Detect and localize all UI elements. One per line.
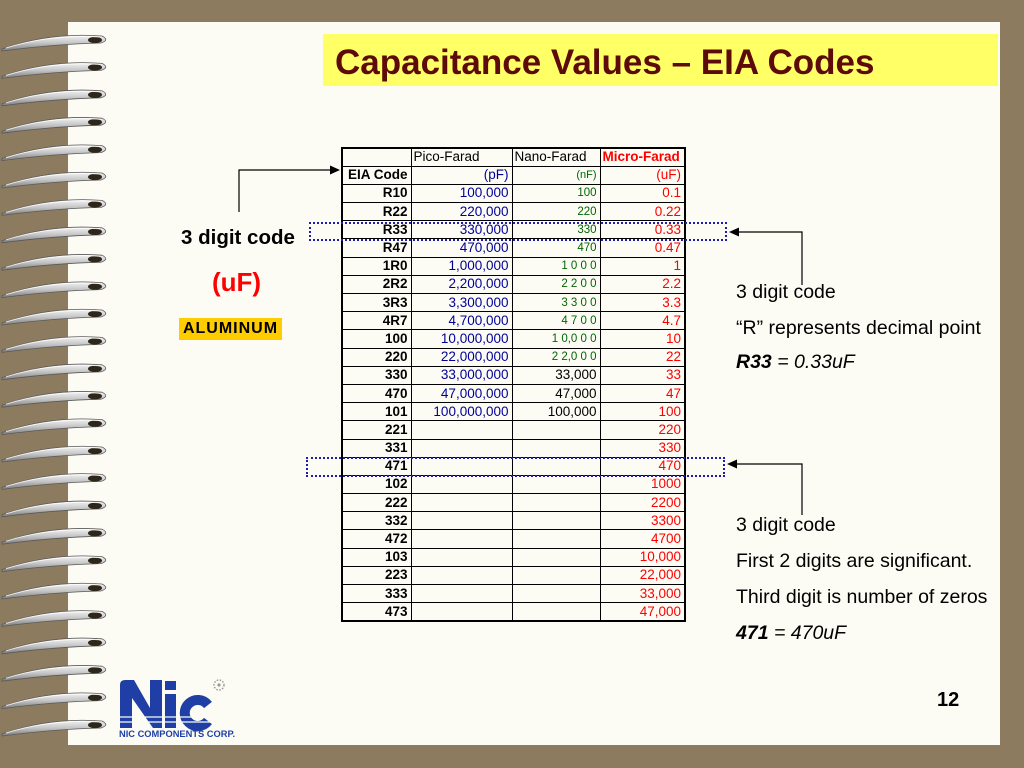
decimal-note-line2: “R” represents decimal point [736, 317, 981, 339]
uf-cell: 4.7 [600, 312, 685, 330]
spiral-ring [2, 693, 106, 709]
table-row [342, 239, 685, 257]
table-row [342, 585, 685, 603]
nf-cell [512, 512, 600, 530]
pf-cell: 220,000 [411, 203, 512, 221]
nf-cell [512, 421, 600, 439]
eia-code-cell: 222 [342, 494, 411, 512]
binding-hole [88, 393, 102, 399]
table-row [342, 530, 685, 548]
binding-hole [88, 557, 102, 563]
aluminum-badge-text: ALUMINUM [182, 320, 279, 337]
page-number: 12 [937, 689, 960, 711]
spiral-ring [2, 528, 106, 544]
decimal-example-code: R33 [736, 351, 772, 373]
uf-cell: 0.47 [600, 239, 685, 257]
eia-code-cell: 330 [342, 366, 411, 384]
logo-letter-i [165, 694, 176, 728]
table-row [342, 257, 685, 275]
header-nf-unit: (nF) [512, 166, 600, 184]
pf-cell: 47,000,000 [411, 384, 512, 402]
nf-cell: 220 [512, 203, 600, 221]
uf-cell: 2200 [600, 494, 685, 512]
uf-cell: 0.33 [600, 221, 685, 239]
pf-cell [411, 494, 512, 512]
spiral-ring [2, 391, 106, 407]
spiral-ring [2, 583, 106, 599]
pf-cell: 22,000,000 [411, 348, 512, 366]
table-row [342, 548, 685, 566]
uf-cell: 22 [600, 348, 685, 366]
table-row [342, 603, 685, 621]
capacitance-table-body [342, 148, 685, 621]
nic-logo [118, 676, 228, 732]
binding-hole [88, 722, 102, 728]
uf-cell: 47,000 [600, 603, 685, 621]
eia-code-cell: 473 [342, 603, 411, 621]
uf-cell: 330 [600, 439, 685, 457]
table-row [342, 384, 685, 402]
table-header-titles [342, 148, 685, 166]
pf-cell [411, 566, 512, 584]
spiral-binding [0, 0, 115, 768]
uf-cell: 33,000 [600, 585, 685, 603]
eia-code-cell: 4R7 [342, 312, 411, 330]
uf-cell: 100 [600, 403, 685, 421]
binding-hole [88, 667, 102, 673]
table-row [342, 203, 685, 221]
eia-code-cell: 3R3 [342, 294, 411, 312]
binding-hole [88, 366, 102, 372]
eia-code-cell: 101 [342, 403, 411, 421]
eia-code-cell: R47 [342, 239, 411, 257]
eia-code-cell: 103 [342, 548, 411, 566]
pf-cell: 3,300,000 [411, 294, 512, 312]
nf-cell: 330 [512, 221, 600, 239]
decimal-example-value: = 0.33uF [771, 351, 855, 373]
pf-cell [411, 439, 512, 457]
eia-code-cell: 221 [342, 421, 411, 439]
table-row [342, 566, 685, 584]
binding-hole [88, 283, 102, 289]
header-empty-cell [342, 148, 411, 166]
spiral-ring [2, 309, 106, 325]
pf-cell: 10,000,000 [411, 330, 512, 348]
uf-cell: 470 [600, 457, 685, 475]
zeros-example-code: 471 [736, 622, 769, 644]
nf-cell: 470 [512, 239, 600, 257]
pf-cell: 100,000 [411, 184, 512, 202]
uf-cell: 0.22 [600, 203, 685, 221]
uf-cell: 47 [600, 384, 685, 402]
header-pico-farad: Pico-Farad [411, 148, 512, 166]
nf-cell [512, 585, 600, 603]
binding-hole [88, 640, 102, 646]
left-code-label: 3 digit code [181, 226, 295, 249]
eia-code-cell: R10 [342, 184, 411, 202]
left-unit-label: (uF) [212, 267, 262, 297]
table-row [342, 403, 685, 421]
spiral-ring [2, 501, 106, 517]
pf-cell: 2,200,000 [411, 275, 512, 293]
spiral-ring [2, 227, 106, 243]
nf-cell [512, 475, 600, 493]
spiral-ring [2, 556, 106, 572]
spiral-ring [2, 419, 106, 435]
table-row [342, 348, 685, 366]
table-row [342, 184, 685, 202]
pf-cell: 4,700,000 [411, 312, 512, 330]
uf-cell: 10 [600, 330, 685, 348]
logo-letter-n [120, 680, 162, 728]
eia-code-cell: 470 [342, 384, 411, 402]
spiral-ring [2, 720, 106, 736]
spiral-ring [2, 638, 106, 654]
pf-cell: 1,000,000 [411, 257, 512, 275]
capacitance-table [341, 147, 686, 622]
eia-code-cell: 102 [342, 475, 411, 493]
binding-hole [88, 448, 102, 454]
aluminum-badge [179, 318, 282, 340]
uf-cell: 33 [600, 366, 685, 384]
pf-cell [411, 548, 512, 566]
binding-hole [88, 311, 102, 317]
binding-hole [88, 612, 102, 618]
spiral-ring [2, 446, 106, 462]
eia-code-cell: 2R2 [342, 275, 411, 293]
nf-cell [512, 566, 600, 584]
binding-hole [88, 201, 102, 207]
eia-code-cell: 100 [342, 330, 411, 348]
pf-cell [411, 530, 512, 548]
eia-code-cell: 220 [342, 348, 411, 366]
binding-hole [88, 119, 102, 125]
eia-code-cell: 333 [342, 585, 411, 603]
eia-code-cell: 331 [342, 439, 411, 457]
uf-cell: 1000 [600, 475, 685, 493]
uf-cell: 1 [600, 257, 685, 275]
pf-cell: 470,000 [411, 239, 512, 257]
binding-hole [88, 64, 102, 70]
zeros-note-line2: First 2 digits are significant. [736, 550, 973, 572]
zeros-example-value: = 470uF [768, 622, 847, 644]
binding-hole [88, 420, 102, 426]
binding-hole [88, 174, 102, 180]
zeros-note-line3: Third digit is number of zeros [736, 586, 988, 608]
eia-code-cell: 472 [342, 530, 411, 548]
header-pf-unit: (pF) [411, 166, 512, 184]
spiral-ring [2, 474, 106, 490]
binding-hole [88, 338, 102, 344]
table-row [342, 312, 685, 330]
table-row [342, 421, 685, 439]
spiral-ring [2, 337, 106, 353]
nf-cell [512, 603, 600, 621]
nf-cell: 33,000 [512, 366, 600, 384]
table-row [342, 512, 685, 530]
table-row [342, 439, 685, 457]
nf-cell: 100 [512, 184, 600, 202]
pf-cell: 330,000 [411, 221, 512, 239]
pf-cell [411, 603, 512, 621]
table-row [342, 494, 685, 512]
table-row [342, 330, 685, 348]
eia-code-cell: 471 [342, 457, 411, 475]
eia-code-cell: R33 [342, 221, 411, 239]
binding-hole [88, 694, 102, 700]
table-header-units [342, 166, 685, 184]
spiral-ring [2, 117, 106, 133]
binding-hole [88, 229, 102, 235]
highlight-r33-row [309, 222, 727, 241]
pf-cell: 33,000,000 [411, 366, 512, 384]
pf-cell [411, 421, 512, 439]
logo-orbit-dot [217, 683, 220, 686]
decimal-note-line1: 3 digit code [736, 281, 836, 303]
uf-cell: 220 [600, 421, 685, 439]
binding-hole [88, 475, 102, 481]
nf-cell: 1 0,0 0 0 [512, 330, 600, 348]
spiral-ring [2, 282, 106, 298]
header-uf-unit: (uF) [600, 166, 685, 184]
pf-cell [411, 512, 512, 530]
binding-hole [88, 256, 102, 262]
uf-cell: 0.1 [600, 184, 685, 202]
spiral-ring [2, 665, 106, 681]
slide-title: Capacitance Values – EIA Codes [335, 43, 875, 82]
title-bar [323, 34, 998, 86]
table-row [342, 294, 685, 312]
logo-letter-i-dot [165, 681, 176, 690]
uf-cell: 4700 [600, 530, 685, 548]
nf-cell [512, 530, 600, 548]
pf-cell [411, 585, 512, 603]
nf-cell: 47,000 [512, 384, 600, 402]
header-eia-code: EIA Code [342, 166, 411, 184]
pf-cell: 100,000,000 [411, 403, 512, 421]
zeros-note-line1: 3 digit code [736, 514, 836, 536]
nf-cell [512, 548, 600, 566]
spiral-ring [2, 200, 106, 216]
nf-cell [512, 494, 600, 512]
binding-hole [88, 37, 102, 43]
zeros-note-example [736, 621, 846, 645]
nf-cell: 3 3 0 0 [512, 294, 600, 312]
uf-cell: 2.2 [600, 275, 685, 293]
decimal-note-example [736, 350, 855, 374]
binding-hole [88, 92, 102, 98]
spiral-ring [2, 611, 106, 627]
spiral-ring [2, 145, 106, 161]
binding-hole [88, 503, 102, 509]
eia-code-cell: 223 [342, 566, 411, 584]
nf-cell: 100,000 [512, 403, 600, 421]
nf-cell: 2 2,0 0 0 [512, 348, 600, 366]
spiral-ring [2, 254, 106, 270]
binding-hole [88, 146, 102, 152]
logo-caption: NIC COMPONENTS CORP. [119, 729, 236, 739]
nf-cell [512, 439, 600, 457]
spiral-ring [2, 63, 106, 79]
eia-code-cell: 1R0 [342, 257, 411, 275]
uf-cell: 3300 [600, 512, 685, 530]
nf-cell: 2 2 0 0 [512, 275, 600, 293]
header-nano-farad: Nano-Farad [512, 148, 600, 166]
spiral-ring [2, 35, 106, 51]
nf-cell: 4 7 0 0 [512, 312, 600, 330]
table-row [342, 275, 685, 293]
eia-code-cell: R22 [342, 203, 411, 221]
spiral-ring [2, 364, 106, 380]
spiral-ring [2, 172, 106, 188]
spiral-ring [2, 90, 106, 106]
pf-cell [411, 475, 512, 493]
uf-cell: 10,000 [600, 548, 685, 566]
header-micro-farad: Micro-Farad [600, 148, 685, 166]
uf-cell: 22,000 [600, 566, 685, 584]
table-row [342, 366, 685, 384]
highlight-471-row [306, 457, 725, 477]
binding-hole [88, 585, 102, 591]
uf-cell: 3.3 [600, 294, 685, 312]
nf-cell: 1 0 0 0 [512, 257, 600, 275]
eia-code-cell: 332 [342, 512, 411, 530]
table-row [342, 475, 685, 493]
binding-hole [88, 530, 102, 536]
